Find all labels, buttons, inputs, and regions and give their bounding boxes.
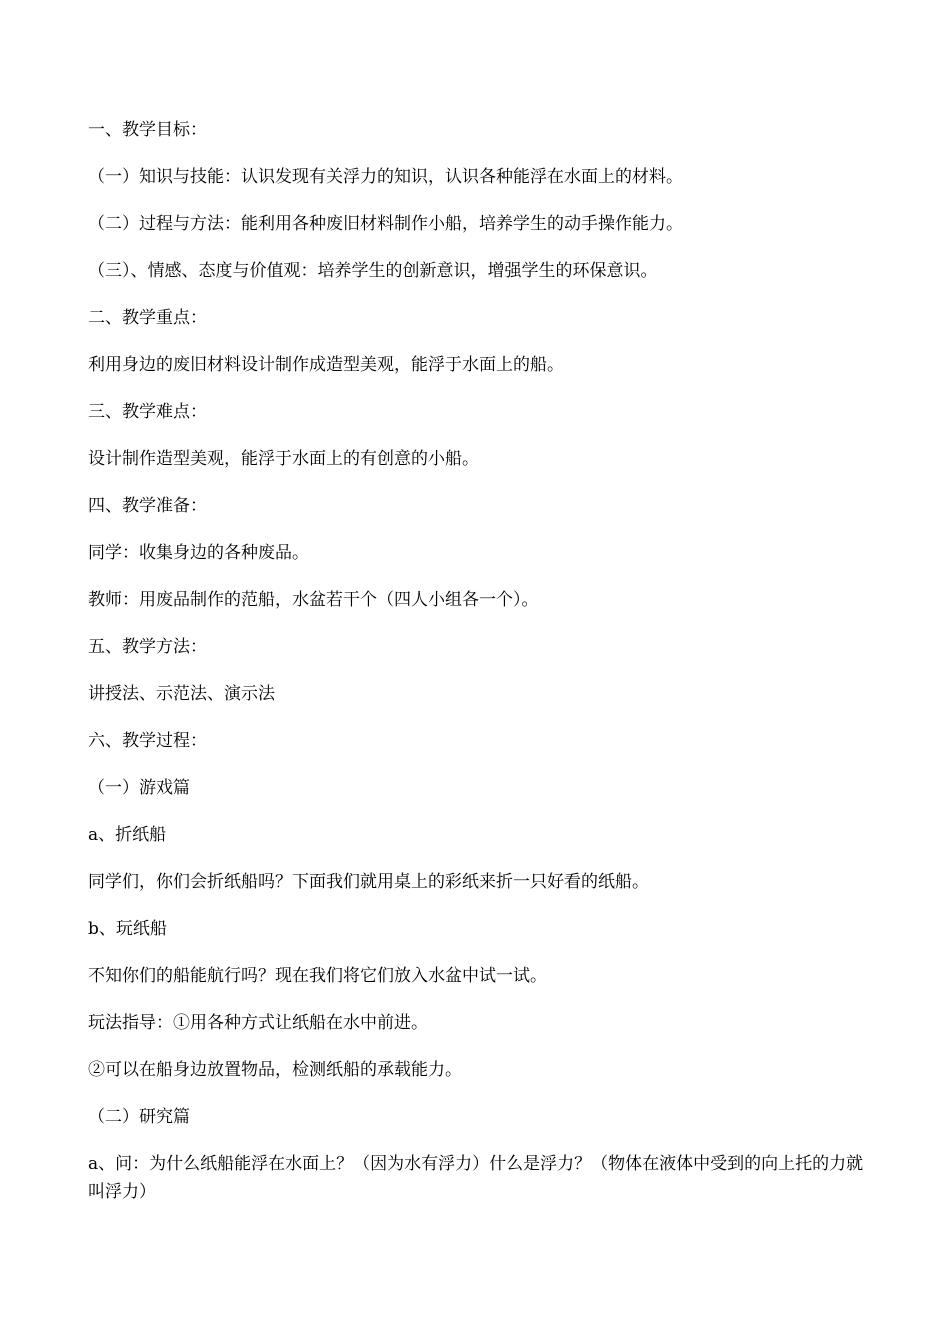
- play-boat-text: 不知你们的船能航行吗？现在我们将它们放入水盆中试一试。: [88, 966, 547, 986]
- heading-teaching-preparation: 四、教学准备：: [88, 496, 207, 516]
- research-question: a、问：为什么纸船能浮在水面上？（因为水有浮力）什么是浮力？（物体在液体中受到的向上托的力就叫浮力）: [88, 1154, 864, 1202]
- heading-teaching-focus: 二、教学重点：: [88, 308, 207, 328]
- play-guide-1: 玩法指导：①用各种方式让纸船在水中前进。: [88, 1013, 428, 1033]
- teaching-methods-text: 讲授法、示范法、演示法: [88, 684, 275, 704]
- objective-emotion-values: （三）、情感、态度与价值观：培养学生的创新意识，增强学生的环保意识。: [88, 261, 658, 281]
- fold-boat-text: 同学们，你们会折纸船吗？下面我们就用桌上的彩纸来折一只好看的纸船。: [88, 872, 649, 892]
- teaching-difficulty-text: 设计制作造型美观，能浮于水面上的有创意的小船。: [88, 449, 479, 469]
- heading-teaching-difficulty: 三、教学难点：: [88, 402, 207, 422]
- heading-teaching-methods: 五、教学方法：: [88, 637, 207, 657]
- preparation-students: 同学：收集身边的各种废品。: [88, 543, 309, 563]
- step-fold-paper-boat: a、折纸船: [88, 825, 167, 845]
- section-research: （二）研究篇: [88, 1107, 190, 1127]
- heading-teaching-objectives: 一、教学目标：: [88, 120, 207, 140]
- preparation-teacher: 教师：用废品制作的范船，水盆若干个（四人小组各一个）。: [88, 590, 539, 610]
- document-body: [88, 116, 868, 1225]
- objective-knowledge-skills: （一）知识与技能：认识发现有关浮力的知识，认识各种能浮在水面上的材料。: [88, 167, 683, 187]
- step-play-paper-boat: b、玩纸船: [88, 919, 167, 939]
- teaching-focus-text: 利用身边的废旧材料设计制作成造型美观，能浮于水面上的船。: [88, 355, 564, 375]
- play-guide-2: ②可以在船身边放置物品，检测纸船的承载能力。: [88, 1060, 462, 1080]
- heading-teaching-process: 六、教学过程：: [88, 731, 207, 751]
- objective-process-methods: （二）过程与方法：能利用各种废旧材料制作小船，培养学生的动手操作能力。: [88, 214, 683, 234]
- section-game: （一）游戏篇: [88, 778, 190, 798]
